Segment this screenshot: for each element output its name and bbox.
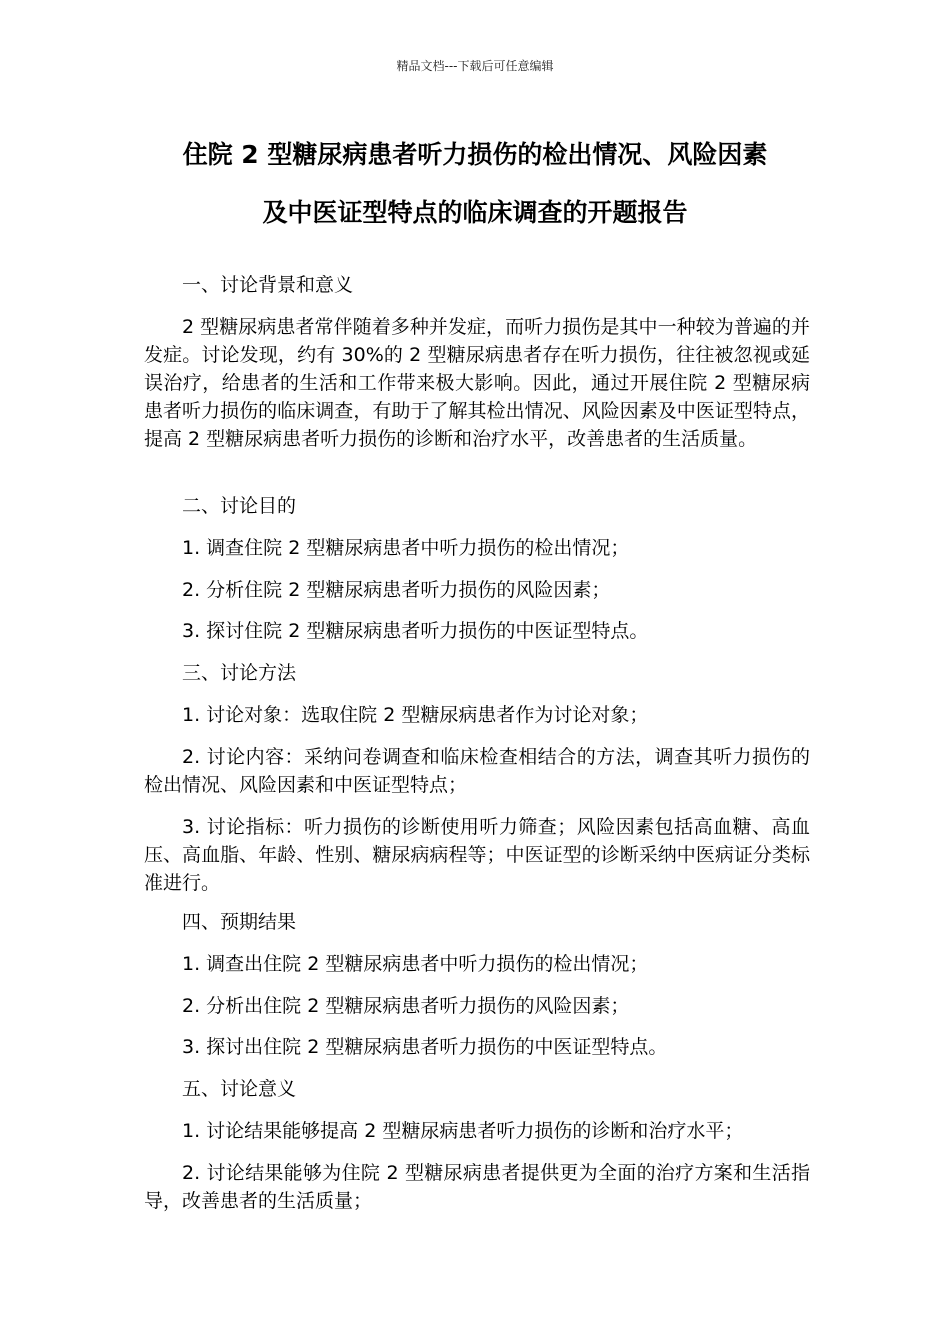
list-item-methods-3: 3. 讨论指标：听力损伤的诊断使用听力筛查；风险因素包括高血糖、高血压、高血脂、年龄、性别、糖尿病病程等；中医证型的诊断采纳中医病证分类标准进行。 — [144, 816, 810, 894]
section-heading-background: 一、讨论背景和意义 — [182, 274, 354, 296]
section-heading-expected-results: 四、预期结果 — [182, 911, 297, 933]
list-item-methods-1: 1. 讨论对象：选取住院 2 型糖尿病患者作为讨论对象； — [182, 704, 649, 726]
document-title-line-1: 住院 2 型糖尿病患者听力损伤的检出情况、风险因素 — [182, 140, 768, 169]
list-item-purpose-3: 3. 探讨住院 2 型糖尿病患者听力损伤的中医证型特点。 — [182, 620, 649, 642]
section-heading-significance: 五、讨论意义 — [182, 1078, 297, 1100]
list-item-significance-2: 2. 讨论结果能够为住院 2 型糖尿病患者提供更为全面的治疗方案和生活指导，改善患者的生活质量； — [144, 1162, 810, 1212]
list-item-results-2: 2. 分析出住院 2 型糖尿病患者听力损伤的风险因素； — [182, 995, 630, 1017]
list-item-results-3: 3. 探讨出住院 2 型糖尿病患者听力损伤的中医证型特点。 — [182, 1036, 668, 1058]
list-item-purpose-1: 1. 调查住院 2 型糖尿病患者中听力损伤的检出情况； — [182, 537, 630, 559]
list-item-results-1: 1. 调查出住院 2 型糖尿病患者中听力损伤的检出情况； — [182, 953, 649, 975]
section-heading-purpose: 二、讨论目的 — [182, 495, 297, 517]
document-title-line-2: 及中医证型特点的临床调查的开题报告 — [262, 198, 688, 227]
section-heading-methods: 三、讨论方法 — [182, 662, 297, 684]
list-item-purpose-2: 2. 分析住院 2 型糖尿病患者听力损伤的风险因素； — [182, 579, 611, 601]
header-note: 精品文档---下载后可任意编辑 — [396, 59, 554, 73]
list-item-methods-2: 2. 讨论内容：采纳问卷调查和临床检查相结合的方法，调查其听力损伤的检出情况、风险因素和中医证型特点； — [144, 746, 810, 796]
paragraph-background: 2 型糖尿病患者常伴随着多种并发症，而听力损伤是其中一种较为普遍的并发症。讨论发现，约有 30%的 2 型糖尿病患者存在听力损伤，往往被忽视或延误治疗，给患者的生活和工作带来极大影响。因此，通过开展住院 2 型糖尿病患者听力损伤的临床调查，有助于了解其检出情况、风险因素及中医证型特点，提高 2 型糖尿病患者听力损伤的诊断和治疗水平，改善患者的生活质量。 — [144, 316, 810, 450]
list-item-significance-1: 1. 讨论结果能够提高 2 型糖尿病患者听力损伤的诊断和治疗水平； — [182, 1120, 744, 1142]
